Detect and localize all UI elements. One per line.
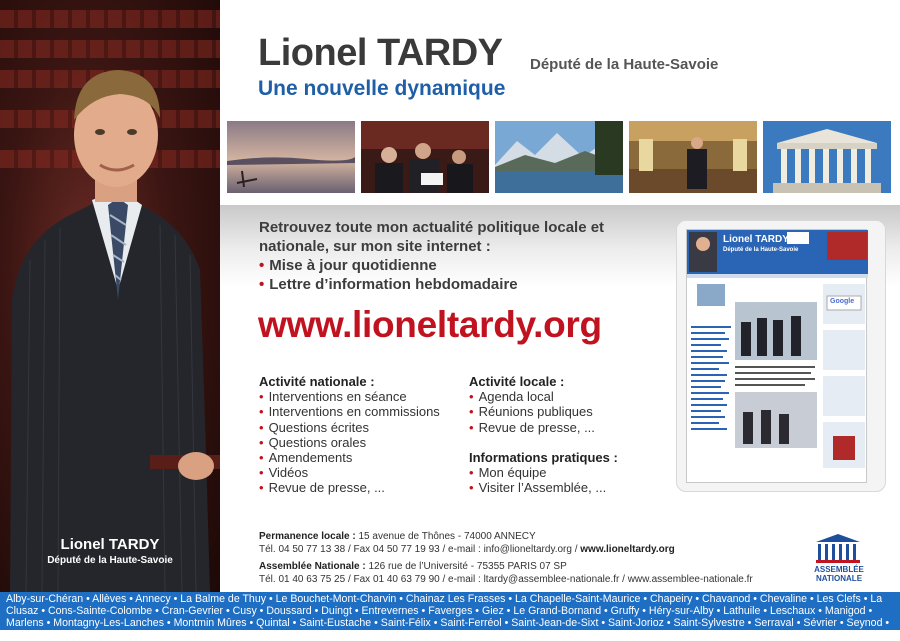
website-url[interactable]: www.lioneltardy.org xyxy=(258,304,602,345)
portrait-photo xyxy=(0,0,220,592)
national-activity-list xyxy=(259,374,440,496)
intro-text: Retrouvez toute mon actualité politique locale et nationale, sur mon site internet : xyxy=(259,219,605,255)
assemblee-nationale-label: ASSEMBLÉE NATIONALE xyxy=(814,565,864,583)
list-item: • Lettre d’information hebdomadaire xyxy=(259,276,518,293)
header-role: Député de la Haute-Savoie xyxy=(530,56,719,73)
header-name: Lionel TARDY xyxy=(258,32,503,74)
list-item: • Questions orales xyxy=(259,434,367,450)
list-item: • Réunions publiques xyxy=(469,404,593,420)
national-office-contact: Tél. 01 40 63 75 25 / Fax 01 40 63 79 90 / e-mail : ltardy@assemblee-nationale.fr / www.assemblee-nationale.fr xyxy=(259,574,753,585)
bullet-icon: • xyxy=(259,257,265,274)
local-site-link[interactable]: www.lioneltardy.org xyxy=(580,544,675,555)
practical-info-list xyxy=(469,450,618,496)
local-office-line: Permanence locale : 15 avenue de Thônes - 74000 ANNECY xyxy=(259,531,536,542)
list-item: • Revue de presse, ... xyxy=(469,419,595,435)
palais-bourbon-photo xyxy=(763,121,891,193)
list-item: • Revue de presse, ... xyxy=(259,480,385,496)
section-title: Informations pratiques : xyxy=(469,450,618,465)
list-item: • Amendements xyxy=(259,450,353,466)
list-item: • Mise à jour quotidienne xyxy=(259,257,437,274)
list-item: • Mon équipe xyxy=(469,465,547,481)
list-item: • Visiter l’Assemblée, ... xyxy=(469,480,607,496)
portrait-panel xyxy=(0,0,220,592)
corridor-photo xyxy=(629,121,757,193)
list-item: • Questions écrites xyxy=(259,419,369,435)
header-slogan: Une nouvelle dynamique xyxy=(258,77,506,100)
bullet-icon: • xyxy=(259,276,265,293)
assembly-session-photo xyxy=(361,121,489,193)
preview-banner-role: Député de la Haute-Savoie xyxy=(723,247,799,253)
national-office-line: Assemblée Nationale : 126 rue de l’Université - 75355 PARIS 07 SP xyxy=(259,561,567,572)
caption-name: Lionel TARDY xyxy=(60,536,160,553)
list-item: • Vidéos xyxy=(259,465,309,481)
local-office-contact: Tél. 04 50 77 13 38 / Fax 04 50 77 19 93 / e-mail : info@lioneltardy.org / www.lioneltardy.org xyxy=(259,544,675,555)
lake-photo xyxy=(227,121,355,193)
preview-banner-name: Lionel TARDY xyxy=(723,234,789,245)
list-item: • Interventions en séance xyxy=(259,389,407,405)
caption-role: Député de la Haute-Savoie xyxy=(47,555,173,566)
list-item: • Agenda local xyxy=(469,389,554,405)
intro-list xyxy=(259,256,518,294)
portrait-caption xyxy=(0,536,220,566)
list-item: • Interventions en commissions xyxy=(259,404,440,420)
section-title: Activité nationale : xyxy=(259,374,375,389)
communes-band: Alby-sur-Chéran • Allèves • Annecy • La Balme de Thuy • Le Bouchet-Mont-Charvin • Chainaz Les Frasses • La Chapelle-Saint-Maurice • Chapeiry • Chavanod • Chevaline • Les Clefs • La Clusaz • Cons-Sainte-Colombe • Cran-Gevrier • Cusy • Doussard • Duingt • Entrevernes • Faverges • Giez • Le Grand-Bornand • Gruffy • Héry-sur-Alby • Lathuile • Leschaux • Manigod • Marlens • Montagny-Les-Lanches • Montmin Mûres • Quintal • Saint-Eustache • Saint-Félix • Saint-Ferréol • Saint-Jean-de-Sixt • Saint-Jorioz • Saint-Sylvestre • Serraval • Sévrier • Seynod • Seythenex • Thônes • Les-Villards-sur-Thônes • Viuz-la-Chiésaz xyxy=(0,592,900,630)
website-preview-graphic xyxy=(687,230,868,484)
preview-search-logo: Google xyxy=(830,298,855,305)
photo-strip xyxy=(227,121,897,193)
website-preview xyxy=(686,229,867,483)
local-activity-list xyxy=(469,374,595,435)
section-title: Activité locale : xyxy=(469,374,565,389)
mountain-lake-photo xyxy=(495,121,623,193)
